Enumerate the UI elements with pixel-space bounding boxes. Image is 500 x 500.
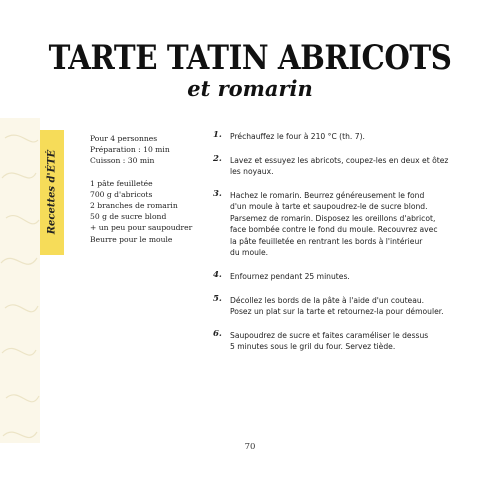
step-item bbox=[213, 295, 463, 318]
step-item bbox=[213, 190, 463, 258]
step-text: Hachez le romarin. Beurrez généreusement le fond d'un moule à tarte et saupoudrez-le de sucre blond. Parsemez de romarin. Disposez les oreillons d'abricot, face bombée contre le fond du moule. Recouvrez avec la pâte feuilletée en rentrant les bords à l'intérieur du moule. bbox=[230, 191, 438, 258]
step-item bbox=[213, 330, 463, 353]
ingredient-item: 2 branches de romarin bbox=[90, 201, 178, 211]
leaf-pattern-icon bbox=[0, 118, 40, 443]
step-text: Lavez et essuyez les abricots, coupez-les en deux et ôtez les noyaux. bbox=[230, 155, 449, 177]
step-text: Saupoudrez de sucre et faites caraméliser le dessus 5 minutes sous le gril du four. Servez tiède. bbox=[230, 330, 429, 352]
recipe-steps bbox=[213, 131, 463, 365]
recipe-title: TARTE TATIN ABRICOTS bbox=[48, 38, 452, 78]
step-text: Décollez les bords de la pâte à l'aide d'un couteau. Posez un plat sur la tarte et retournez-la pour démouler. bbox=[230, 295, 444, 317]
prep-time-text: Préparation : 10 min bbox=[90, 145, 170, 155]
step-number: 3. bbox=[213, 189, 222, 199]
ingredient-item: 700 g d'abricots bbox=[90, 189, 153, 199]
cook-time-text: Cuisson : 30 min bbox=[90, 156, 155, 166]
step-text: Préchauffez le four à 210 °C (th. 7). bbox=[230, 132, 365, 141]
page-number: 70 bbox=[244, 442, 256, 452]
ingredient-item: 50 g de sucre blond bbox=[90, 212, 167, 222]
step-number: 6. bbox=[213, 328, 222, 339]
ingredient-item: + un peu pour saupoudrer bbox=[90, 223, 193, 233]
recipe-subtitle: et romarin bbox=[187, 76, 313, 101]
servings-text: Pour 4 personnes bbox=[90, 134, 158, 143]
ingredient-item: Beurre pour le moule bbox=[90, 234, 173, 244]
step-number: 2. bbox=[213, 153, 222, 164]
step-item bbox=[213, 271, 463, 282]
step-number: 1. bbox=[213, 130, 222, 140]
ingredient-list bbox=[90, 178, 210, 245]
chapter-tab-label: Recettes d'ÉTÉ bbox=[46, 149, 58, 235]
sidebar-band bbox=[0, 118, 40, 443]
step-text: Enfournez pendant 25 minutes. bbox=[230, 271, 350, 281]
step-item bbox=[213, 155, 463, 178]
step-number: 5. bbox=[213, 293, 222, 304]
ingredient-item: 1 pâte feuilletée bbox=[90, 178, 153, 188]
recipe-info bbox=[90, 133, 210, 245]
step-item bbox=[213, 131, 463, 142]
step-number: 4. bbox=[213, 269, 222, 280]
